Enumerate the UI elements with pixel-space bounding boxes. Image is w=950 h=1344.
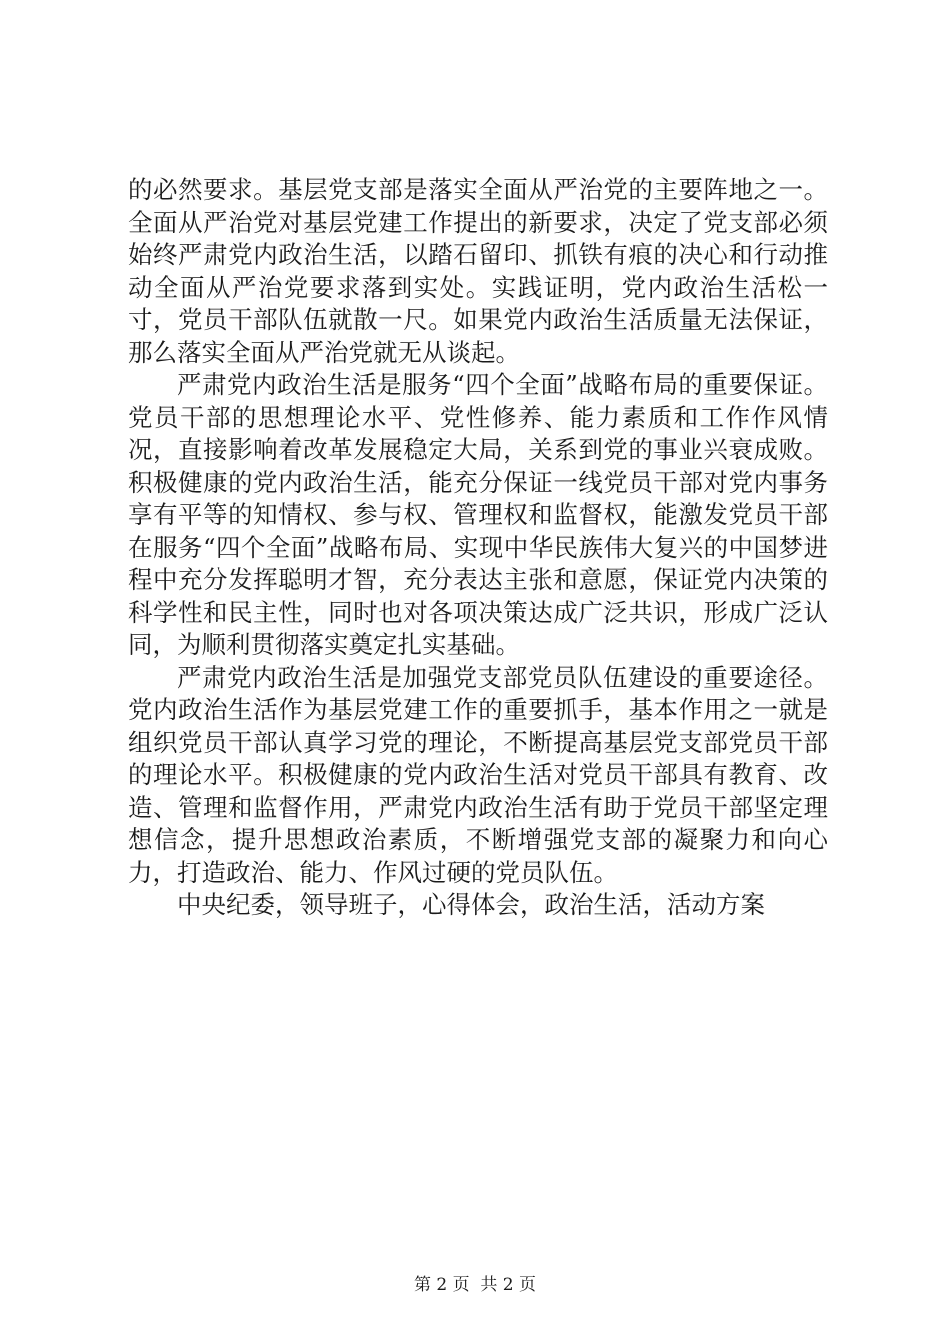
document-body [128,174,828,922]
page-number-footer: 第 2 页 共 2 页 [413,1275,537,1295]
paragraph-continuation: 的必然要求。基层党支部是落实全面从严治党的主要阵地之一。全面从严治党对基层党建工作提出的新要求，决定了党支部必须始终严肃党内政治生活，以踏石留印、抓铁有痕的决心和行动推动全面从严治党要求落到实处。实践证明，党内政治生活松一寸，党员干部队伍就散一尺。如果党内政治生活质量无法保证，那么落实全面从严治党就无从谈起。 [128,175,828,367]
paragraph-team-building: 严肃党内政治生活是加强党支部党员队伍建设的重要途径。党内政治生活作为基层党建工作的重要抓手，基本作用之一就是组织党员干部认真学习党的理论，不断提高基层党支部党员干部的理论水平。积极健康的党内政治生活对党员干部具有教育、改造、管理和监督作用，严肃党内政治生活有助于党员干部坚定理想信念，提升思想政治素质，不断增强党支部的凝聚力和向心力，打造政治、能力、作风过硬的党员队伍。 [128,662,828,887]
paragraph-four-comprehensives: 严肃党内政治生活是服务“四个全面”战略布局的重要保证。党员干部的思想理论水平、党性修养、能力素质和工作作风情况，直接影响着改革发展稳定大局，关系到党的事业兴衰成败。积极健康的党内政治生活，能充分保证一线党员干部对党内事务享有平等的知情权、参与权、管理权和监督权，能激发党员干部在服务“四个全面”战略布局、实现中华民族伟大复兴的中国梦进程中充分发挥聪明才智，充分表达主张和意愿，保证党内决策的科学性和民主性，同时也对各项决策达成广泛共识，形成广泛认同，为顺利贯彻落实奠定扎实基础。 [128,370,828,659]
paragraph-keywords: 中央纪委，领导班子，心得体会，政治生活，活动方案 [177,890,765,919]
